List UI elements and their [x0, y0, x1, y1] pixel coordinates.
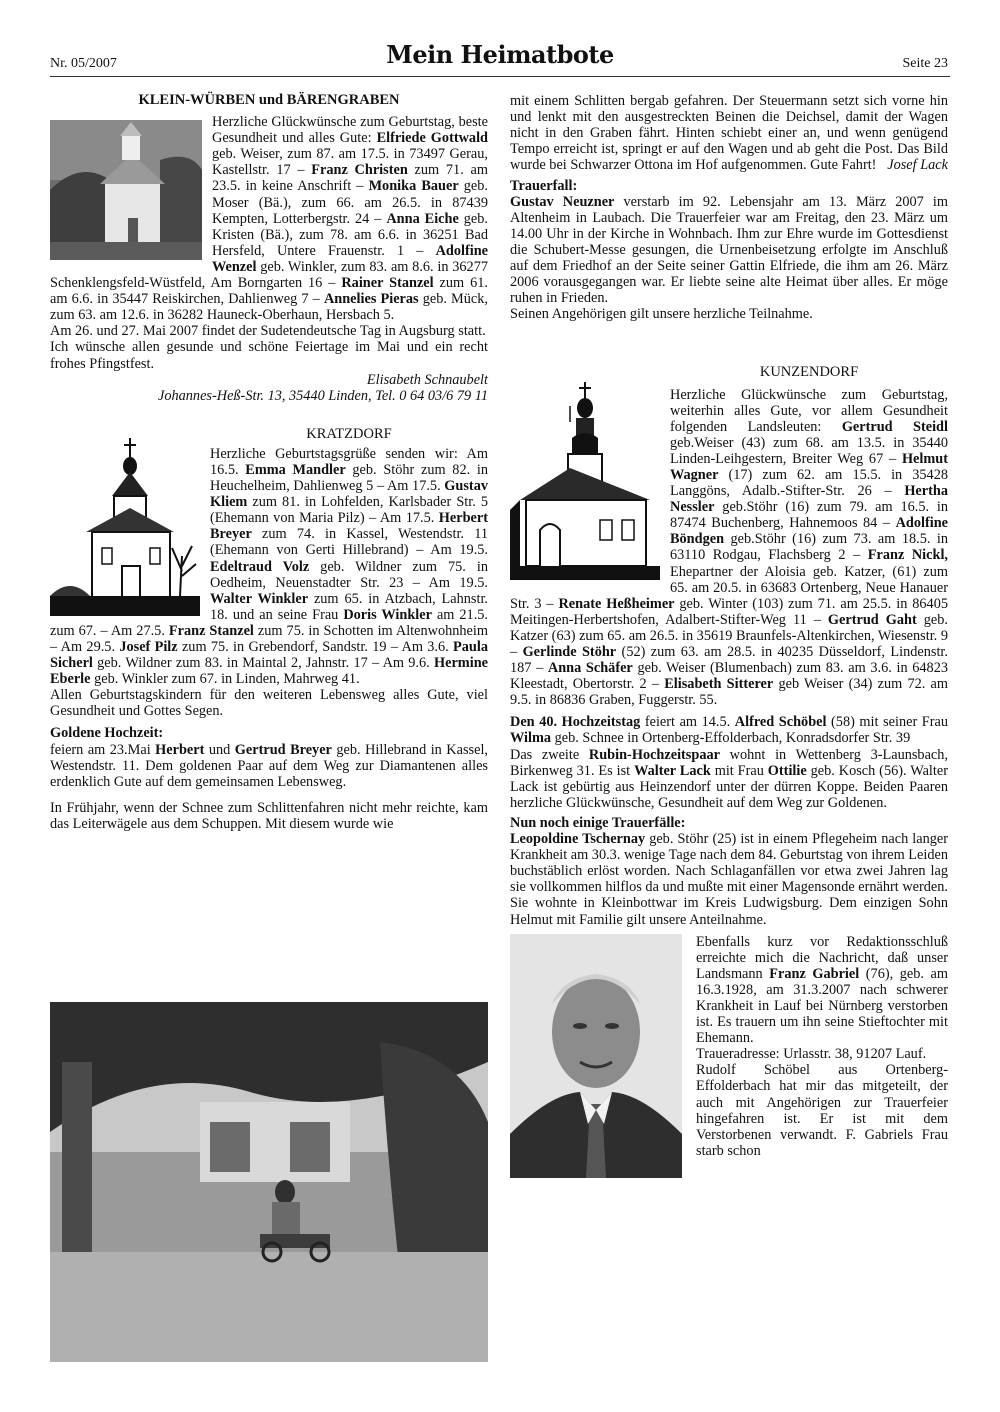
text-fragment: (76), geb. am 16.3.1928, am 31.3.2007 nach schwerer Krankheit in Lauf bei Nürnberg verstorben ist. Es trauern um ihn seine Stieftochter mit Ehemann.: [696, 965, 948, 1047]
birthday-details: zum 71. am 23.5. in keine Anschrift –: [212, 162, 488, 195]
leiterwaegele-photo: [50, 1002, 488, 1362]
birthday-details: geb. Winkler zum 67. in Linden, Mahrweg 41.: [90, 671, 360, 688]
birthday-details: geb. Moser (Bä.), zum 66. am 26.5. in 87439 Kempten, Lotterbergstr. 24 –: [212, 178, 488, 227]
person-name: Gerlinde Stöhr: [522, 644, 617, 660]
birthday-details: geb. Kristen (Bä.), zum 78. am 6.6. in 36251 Bad Hersfeld, Untere Frauenstr. 1 –: [212, 210, 488, 259]
person-name: Adolfine Wenzel: [212, 242, 488, 275]
portrait-icon: [510, 934, 682, 1178]
section-title-klein-wuerben: KLEIN-WÜRBEN und BÄRENGRABEN: [138, 92, 400, 108]
birthday-details: zum 75. in Schotten im Altenwohnheim – Am 29.5.: [50, 622, 488, 655]
birthday-details: geb Weiser (34) zum 72. am 9.5. in 86836 Graben, Fuggerstr. 55.: [510, 676, 948, 709]
courtyard-photo-icon: [50, 1002, 488, 1362]
birthday-details: geb.Weiser (43) zum 68. am 13.5. in 35440 Linden-Leihgestern, Breiter Weg 67 –: [670, 434, 948, 467]
person-name: Anna Eiche: [386, 210, 459, 227]
emphasis: Den 40. Hochzeitstag: [510, 714, 641, 731]
klein-wuerben-intro: Herzliche Glückwünsche zum Geburtstag, beste Gesundheit und alles Gute:: [212, 114, 488, 147]
section-title-kratzdorf: KRATZDORF: [306, 425, 392, 442]
kunzendorf-intro: Herzliche Glückwünsche zum Geburtstag, weiterhin alles Gute, vor allem Gesundheit folgenden Landsleuten:: [670, 386, 948, 435]
header-rule: [50, 76, 950, 77]
text-fragment: Das zweite: [510, 746, 589, 763]
pfingst-greeting: Ich wünsche allen gesunde und schöne Feiertage im Mai und ein recht frohes Pfingstfest.: [50, 339, 488, 372]
person-name: Doris Winkler: [343, 606, 432, 623]
text-fragment: Ebenfalls kurz vor Redaktionsschluß erreichte mich die Nachricht, daß unser Landsmann: [696, 933, 948, 982]
birthday-details: am 21.5. zum 67. – Am 27.5.: [50, 606, 488, 639]
person-name: Gertrud Steidl: [841, 418, 948, 435]
sudetendeutsche-tag-note: Am 26. und 27. Mai 2007 findet der Sudetendeutsche Tag in Augsburg statt.: [50, 323, 486, 340]
person-name: Herbert: [155, 741, 205, 758]
chapel-photo-icon: [50, 120, 202, 260]
left-column: [50, 92, 488, 832]
person-name: Franz Nickl,: [867, 547, 948, 564]
church-drawing-icon: [510, 380, 660, 580]
kratzdorf-wishes: Allen Geburtstagskindern für den weiteren Lebensweg alles Gute, viel Gesundheit und Gottes Segen.: [50, 687, 488, 720]
person-name: Wilma: [510, 730, 552, 747]
person-name: Elfriede Gottwald: [376, 130, 488, 147]
person-name: Annelies Pieras: [323, 291, 419, 308]
text-fragment: geb. Kosch (56). Walter Lack ist gebürtig aus Heinzendorf unter der dürren Koppe. Beiden Paaren herzliche Glückwünsche, Gesundheit auf dem Weg zur Goldenen.: [510, 762, 948, 811]
birthday-details: geb. Stöhr zum 82. in Heuchelheim, Dahlienweg 5 – Am 17.5.: [210, 461, 488, 495]
birthday-details: geb. Mück, zum 63. am 12.6. in 36282 Hauneck-Oberhaun, Hersbach 5.: [50, 291, 488, 324]
gabriel-note: Rudolf Schöbel aus Ortenberg-Effolderbach hat mir das mitgeteilt, der auch mit Angehörigen zur Trauerfeier hingefahren ist. Er ist mit dem Verstorbenen verwandt. F. Gabriels Frau starb schon: [696, 1062, 948, 1159]
birthday-details: geb. Katzer (63) zum 65. am 26.5. in 35619 Braunfels-Altenkirchen, Wiesenstr. 9 –: [510, 611, 948, 660]
leiterwaegele-story-continued: mit einem Schlitten bergab gefahren. Der Steuermann setzt sich vorne hin und lenkt mit den ausgestreckten Beinen die Deichsel, damit der Wagen nicht in den Graben fährt. Hinten schiebt einer an, und wenn genügend Tempo erreicht ist, springt er auf den Wagen und ab geht die Post. Das Bild wurde bei Schwarzer Ottona im Hof aufgenommen. Gute Fahrt!: [510, 93, 948, 174]
text-fragment: feiern am 23.Mai: [50, 741, 156, 758]
person-name: Edeltraud Volz: [210, 558, 310, 575]
text-fragment: (58) mit seiner Frau: [826, 714, 948, 731]
hochzeitstag-text: [510, 714, 948, 746]
birthday-details: geb.Stöhr (16) zum 79. am 16.5. in 87474 Buchenberg, Hahnemoos 84 –: [670, 499, 948, 532]
text-fragment: wohnt in Wettenberg 3-Launsbach, Birkenweg 31. Es ist: [510, 746, 948, 779]
goldene-hochzeit-heading: Goldene Hochzeit:: [50, 725, 164, 742]
person-name: Helmut Wagner: [670, 450, 948, 483]
masthead-logo: Mein Heimatbote: [386, 40, 614, 69]
signature-name: Elisabeth Schnaubelt: [366, 371, 488, 388]
page-number: Seite 23: [902, 56, 948, 71]
person-name: Franz Gabriel: [769, 965, 860, 982]
text-fragment: verstarb im 92. Lebensjahr am 13. März 2007 im Altenheim in Laubach. Die Trauerfeier war am Freitag, den 23. März um 14.00 Uhr in der Kirche in Wohnbach. Ihm zur Ehre wurde im Gottesdienst die Schubert-Messe gesungen, die Urnenbeisetzung erfolgte im Anschluß auf dem Friedhof an der Seite seiner Gattin Elfriede, die ihm am 26. März 2006 vorausgegangen war. Er liebte seine alte Heimat über alles. Er möge ruhen in Frieden.: [510, 193, 948, 307]
kratzdorf-article: [50, 426, 488, 688]
rubin-hochzeit-text: [510, 747, 948, 811]
birthday-details: zum 61. am 6.6. in 35447 Reiskirchen, Dahlienweg 7 –: [50, 275, 488, 308]
text-fragment: und: [204, 741, 235, 758]
person-name: Franz Christen: [311, 162, 408, 179]
birthday-details: zum 75. in Grebendorf, Sandstr. 19 – Am 3.6.: [177, 639, 454, 655]
tschernay-obituary: [510, 831, 948, 928]
person-name: Emma Mandler: [245, 461, 346, 478]
text-fragment: geb. Stöhr (25) ist in einem Pflegeheim nach langer Krankheit am 30.3. wenige Tage nach dem 84. Geburtstag von ihrem Leiden buchstäblich erlöst worden. Nach Schlaganfällen vor etwa zwei Jahren lag sie vollkommen hilflos da und mußte mit einer Magensonde ernährt werden. Sie wohnte in Kleinbottwar im Kreis Ludwigsburg. Dem einzigen Sohn Helmut mit Familie gilt unsere Anteilnahme.: [510, 831, 948, 928]
birthday-details: zum 81. in Lohfelden, Karlsbader Str. 5 (Ehemann von Maria Pilz) – Am 17.5.: [210, 494, 488, 527]
birthday-details: geb. Winkler, zum 83. am 8.6. in 36277 Schenklengsfeld-Wüstfeld, Am Borngarten 16 –: [50, 258, 488, 292]
trauerfall-text: [510, 194, 948, 307]
kratzdorf-intro: Herzliche Geburtstagsgrüße senden wir: Am 16.5.: [210, 445, 488, 478]
kunzendorf-article: [510, 364, 948, 708]
birthday-details: Ehepartner der Aloisia geb. Katzer, (61) zum 65. am 20.5. in 63683 Ortenberg, Neue Hanauer Str. 3 –: [510, 563, 948, 612]
person-name: Leopoldine Tschernay: [510, 831, 646, 848]
birthday-details: (52) zum 63. am 28.5. in 40235 Düsseldorf, Lindenstr. 187 –: [510, 644, 948, 677]
person-name: Gertrud Breyer: [234, 741, 332, 758]
trauerfall-heading: Trauerfall:: [510, 177, 578, 194]
signature-josef-lack: Josef Lack: [887, 157, 948, 174]
birthday-details: geb. Weiser (Blumenbach) zum 83. am 3.6. in 64823 Kleestadt, Obertorstr. 2 –: [510, 660, 948, 693]
trauerfall-condolence: Seinen Angehörigen gilt unsere herzliche Teilnahme.: [510, 306, 813, 323]
birthday-details: geb.Stöhr (16) zum 73. am 18.5. in 63110 Rodgau, Flachsberg 2 –: [670, 531, 948, 564]
issue-number: Nr. 05/2007: [50, 56, 117, 71]
text-fragment: geb. Schnee in Ortenberg-Effolderbach, Konradsdorfer Str. 39: [551, 730, 911, 747]
trauerfaelle-heading: Nun noch einige Trauerfälle:: [510, 814, 686, 831]
right-column: [510, 93, 948, 1180]
person-name: Elisabeth Sitterer: [664, 676, 774, 693]
signature-address: Johannes-Heß-Str. 13, 35440 Linden, Tel. 0 64 03/6 79 11: [157, 387, 488, 404]
person-name: Herbert Breyer: [210, 510, 488, 543]
chapel-illustration-1: [50, 120, 202, 260]
person-name: Rainer Stanzel: [341, 275, 434, 292]
person-name: Adolfine Böndgen: [670, 515, 948, 548]
chapel-illustration-2: [50, 436, 200, 616]
person-name: Ottilie: [767, 762, 807, 779]
person-name: Josef Pilz: [119, 639, 178, 655]
leiterwaegele-story: In Frühjahr, wenn der Schnee zum Schlittenfahren nicht mehr reichte, kam das Leiterwägele aus dem Schuppen. Mit diesem wurde wie: [50, 799, 488, 832]
text-fragment: feiert am 14.5.: [640, 714, 735, 731]
birthday-details: (17) zum 62. am 15.5. in 35428 Langgöns, Adalb.-Stifter-Str. 26 –: [670, 466, 948, 500]
emphasis: Rubin-Hochzeitspaar: [588, 746, 720, 763]
person-name: Walter Winkler: [210, 590, 309, 607]
person-name: Renate Heßheimer: [558, 595, 675, 612]
birthday-details: geb. Wildner zum 83. in Maintal 2, Jahnstr. 17 – Am 9.6.: [92, 655, 434, 672]
church-illustration: [510, 380, 660, 580]
person-name: Anna Schäfer: [547, 660, 633, 677]
text-fragment: mit Frau: [710, 762, 768, 779]
portrait-photo: [510, 934, 682, 1178]
person-name: Gertrud Gaht: [827, 611, 917, 628]
person-name: Gustav Neuzner: [510, 193, 615, 210]
klein-wuerben-article: [50, 114, 488, 323]
trauer-address: Traueradresse: Urlasstr. 38, 91207 Lauf.: [696, 1046, 927, 1063]
birthday-details: zum 74. in Kassel, Westendstr. 11 (Ehemann von Gerti Hillebrand) – Am 19.5.: [210, 526, 488, 559]
gabriel-obituary: [510, 934, 948, 1159]
person-name: Franz Stanzel: [168, 622, 254, 639]
person-name: Hertha Nessler: [670, 483, 948, 516]
birthday-details: geb. Wildner zum 75. in Oedheim, Neuenstadter Str. 23 – Am 19.5.: [210, 558, 488, 591]
birthday-details: geb. Winter (103) zum 71. am 25.5. in 86405 Meitingen-Herbertshofen, Adalbert-Stifter-Weg 11 –: [510, 595, 948, 628]
person-name: Hermine Eberle: [50, 655, 488, 688]
goldene-hochzeit-text: [50, 742, 488, 790]
birthday-details: zum 65. in Atzbach, Lahnstr. 18. und an seine Frau: [210, 590, 488, 623]
text-fragment: geb. Hillebrand in Kassel, Westendstr. 11. Dem goldenen Paar auf dem Weg zur Diamantenen alles erdenklich Gute auf dem gemeinsamen Lebensweg.: [50, 741, 488, 790]
birthday-details: geb. Weiser, zum 87. am 17.5. in 73497 Gerau, Kastellstr. 17 –: [212, 146, 488, 179]
person-name: Paula Sicherl: [50, 639, 488, 672]
chapel-drawing-icon: [50, 436, 200, 616]
person-name: Alfred Schöbel: [734, 714, 827, 731]
person-name: Walter Lack: [634, 762, 711, 779]
person-name: Monika Bauer: [368, 178, 459, 195]
section-title-kunzendorf: KUNZENDORF: [759, 364, 859, 381]
person-name: Gustav Kliem: [210, 478, 488, 511]
